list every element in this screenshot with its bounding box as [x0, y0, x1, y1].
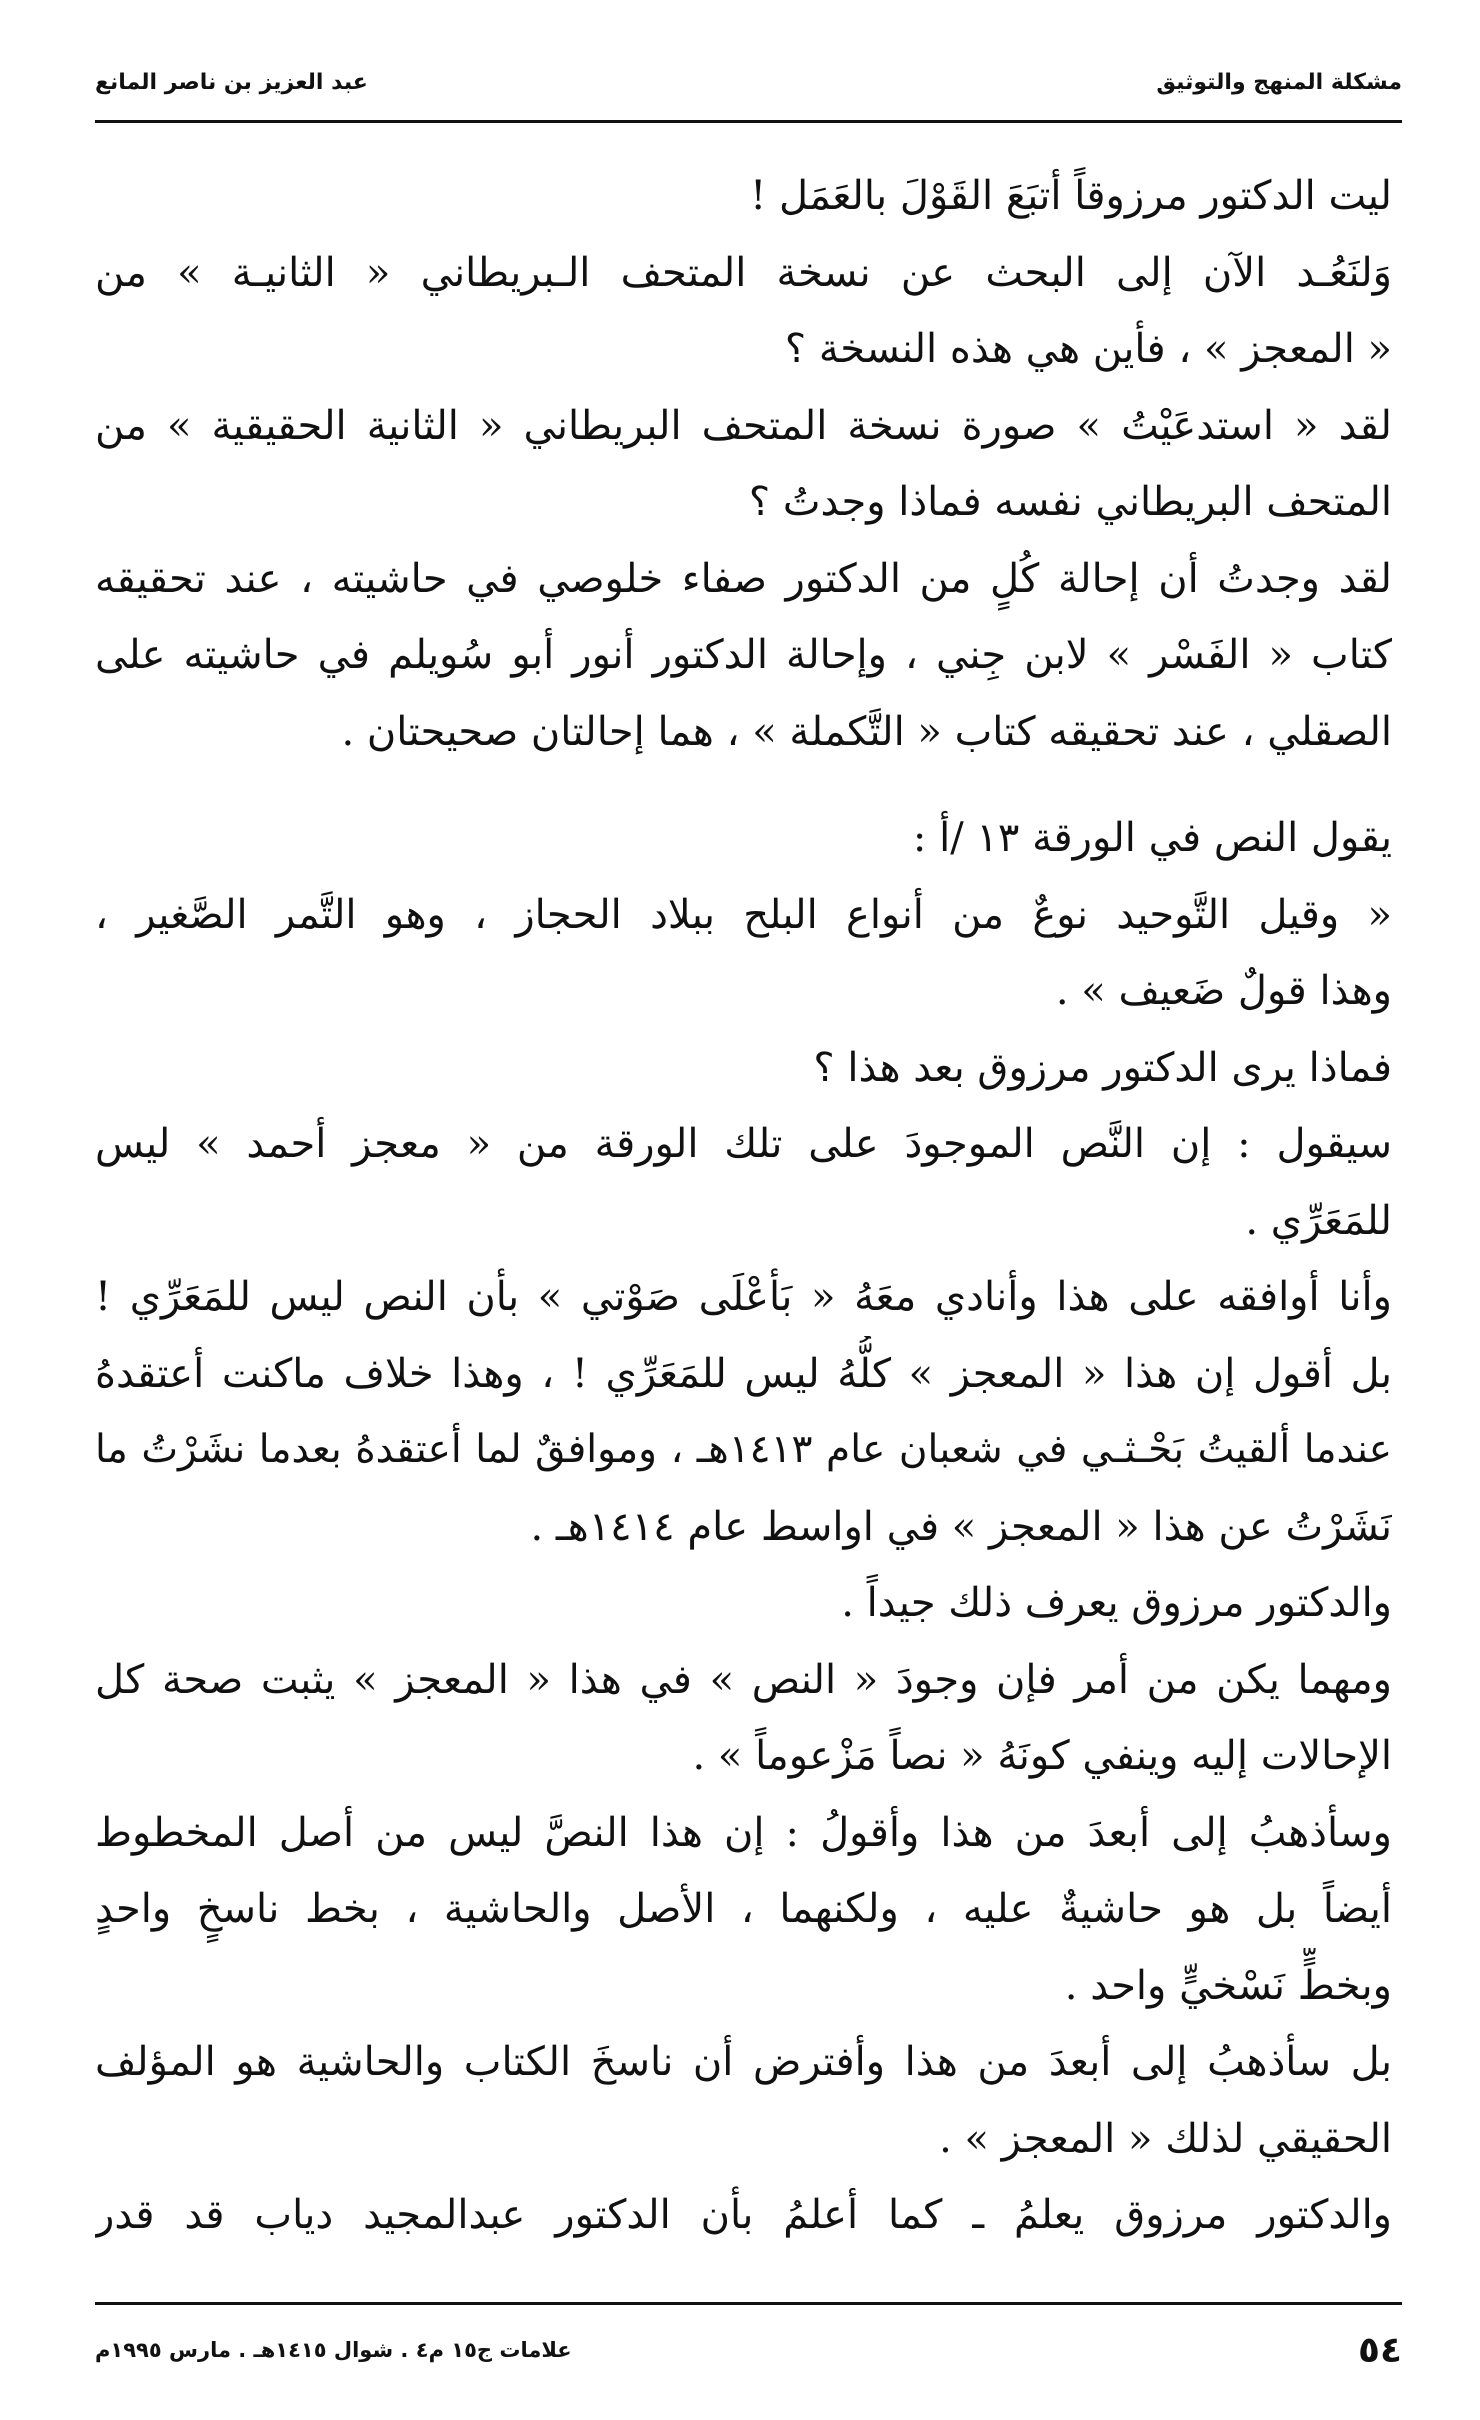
text-line: الحقيقي لذلك « المعجز » .	[939, 2115, 1392, 2162]
text-line: وبخطٍّ نَسْخيٍّ واحد .	[1064, 1962, 1392, 2009]
text-line: ومهما يكن من أمر فإن وجودَ « النص » في هذا « المعجز » يثبت صحة كل	[95, 1656, 1392, 1703]
text-line: « المعجز » ، فأين هي هذه النسخة ؟	[784, 326, 1392, 372]
paragraph-gap	[95, 770, 1392, 800]
text-line: بل سأذهبُ إلى أبعدَ من هذا وأفترض أن ناسخَ الكتاب والحاشية هو المؤلف	[95, 2039, 1392, 2085]
text-line: والدكتور مرزوق يعلمُ ـ كما أعلمُ بأن الدكتور عبدالمجيد دياب قد قدر	[95, 2192, 1392, 2238]
running-footer	[95, 2320, 1402, 2380]
header-author: عبد العزيز بن ناصر المانع	[95, 69, 368, 95]
text-line: للمَعَرِّي .	[1245, 1197, 1392, 1244]
text-line: فماذا يرى الدكتور مرزوق بعد هذا ؟	[813, 1044, 1392, 1091]
text-line: وسأذهبُ إلى أبعدَ من هذا وأقولُ : إن هذا النصَّ ليس من أصل المخطوط	[95, 1809, 1392, 1856]
text-line: وأنا أوافقه على هذا وأنادي معَهُ « بَأعْلَى صَوْتي » بأن النص ليس للمَعَرِّي !	[95, 1274, 1392, 1320]
text-line: لقد وجدتُ أن إحالة كُلٍ من الدكتور صفاء خلوصي في حاشيته ، عند تحقيقه	[95, 555, 1392, 602]
text-line: المتحف البريطاني نفسه فماذا وجدتُ ؟	[748, 479, 1392, 525]
text-line: الصقلي ، عند تحقيقه كتاب « التَّكملة » ، هما إحالتان صحيحتان .	[341, 708, 1392, 755]
text-line: الإحالات إليه وينفي كونَهُ « نصاً مَزْعوماً » .	[692, 1733, 1392, 1779]
text-line: والدكتور مرزوق يعرف ذلك جيداً .	[841, 1580, 1392, 1626]
text-line: ليت الدكتور مرزوقاً أتبَعَ القَوْلَ بالعَمَل !	[750, 173, 1392, 219]
header-title: مشكلة المنهج والتوثيق	[1156, 69, 1402, 95]
text-line: كتاب « الفَسْر » لابن جِني ، وإحالة الدكتور أنور أبو سُويلم في حاشيته على	[95, 632, 1392, 678]
text-line: لقد « استدعَيْتُ » صورة نسخة المتحف البريطاني « الثانية الحقيقية » من	[95, 402, 1392, 449]
page-number: ٥٤	[1358, 2329, 1402, 2371]
footer-rule	[95, 2302, 1402, 2305]
text-line: سيقول : إن النَّص الموجودَ على تلك الورقة من « معجز أحمد » ليس	[95, 1121, 1392, 1167]
text-line: عندما ألقيتُ بَحْـثـي في شعبان عام ١٤١٣هـ ، وموافقٌ لما أعتقدهُ بعدما نشَرْتُ ما	[95, 1427, 1392, 1472]
text-line: وهذا قولٌ ضَعيف » .	[1055, 968, 1392, 1014]
journal-info: علامات ج١٥ م٤ . شوال ١٤١٥هـ . مارس ١٩٩٥م	[95, 2338, 572, 2362]
text-line: وَلنَعُـد الآن إلى البحث عن نسخة المتحف الـبريطاني « الثانيـة » من	[95, 249, 1392, 296]
text-line: بل أقول إن هذا « المعجز » كلُّهُ ليس للمَعَرِّي ! ، وهذا خلاف ماكنت أعتقدهُ	[95, 1350, 1392, 1397]
text-line: « وقيل التَّوحيد نوعٌ من أنواع البلح ببلاد الحجاز ، وهو التَّمر الصَّغير ،	[95, 891, 1392, 938]
text-line: يقول النص في الورقة ١٣ /أ :	[912, 815, 1392, 861]
running-header	[95, 52, 1402, 112]
header-rule	[95, 120, 1402, 123]
body-text	[95, 158, 1392, 2278]
text-line: نَشَرْتُ عن هذا « المعجز » في اواسط عام ١٤١٤هـ .	[530, 1503, 1392, 1550]
text-line: أيضاً بل هو حاشيةٌ عليه ، ولكنهما ، الأصل والحاشية ، بخط ناسخٍ واحدٍ	[95, 1886, 1392, 1932]
